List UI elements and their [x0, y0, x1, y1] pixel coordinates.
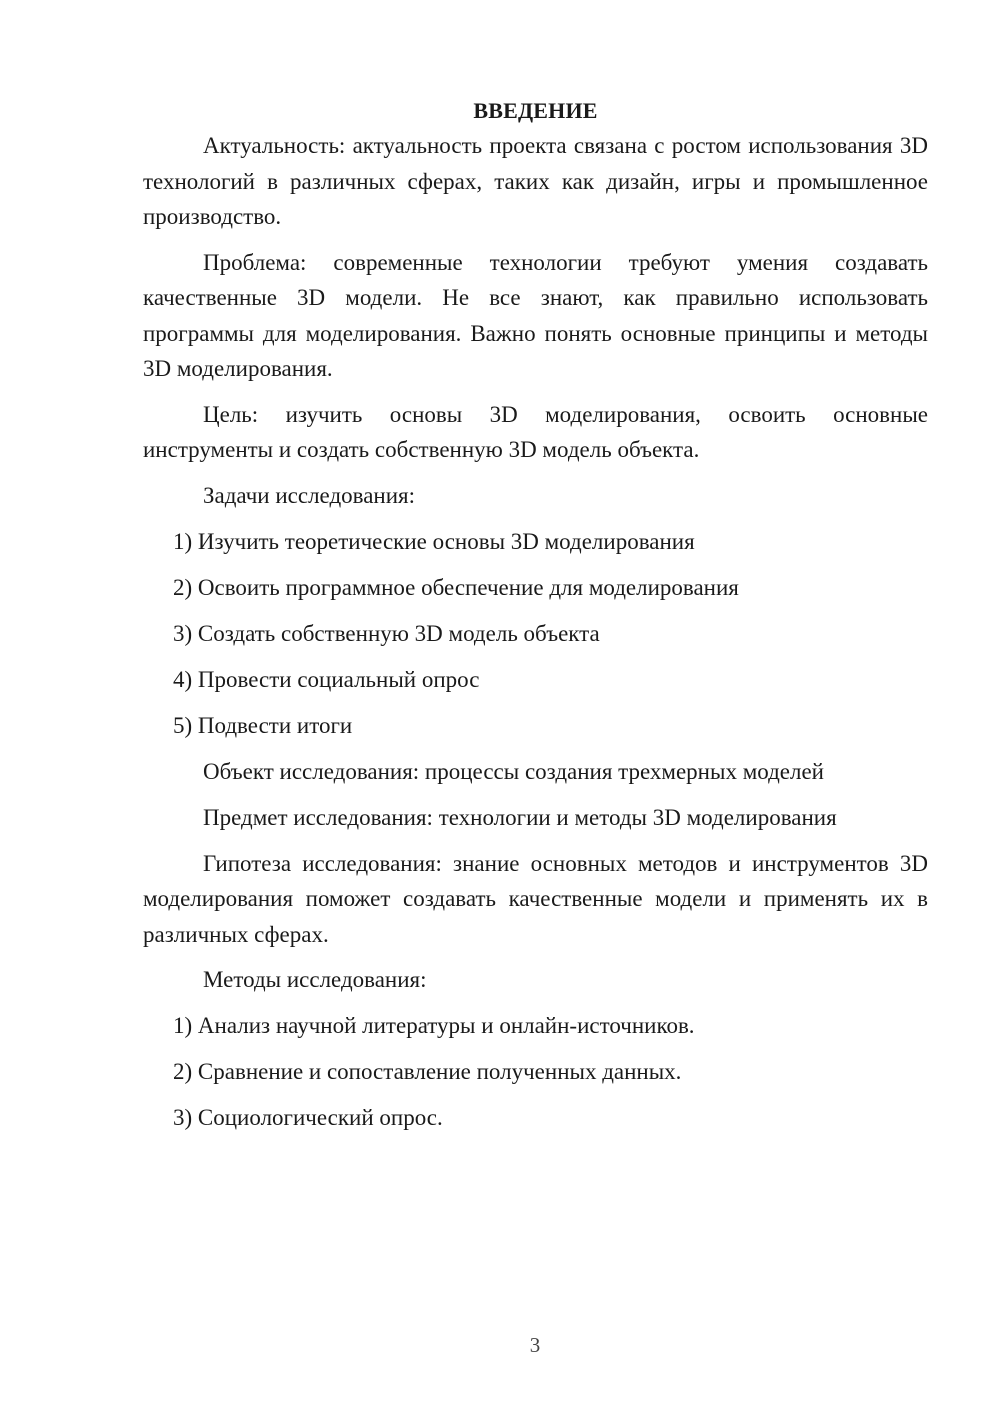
method-item: 3) Социологический опрос. [173, 1105, 443, 1130]
problem-paragraph: Проблема: современные технологии требуют умения создавать качественные 3D модели. Не все знают, как правильно использовать программы для моделирования. Важно понять основные принципы и методы 3D моделирования. [143, 249, 928, 381]
task-item: 5) Подвести итоги [173, 712, 353, 738]
relevance-paragraph: Актуальность: актуальность проекта связана с ростом использования 3D технологий в различных сферах, таких как дизайн, игры и промышленное производство. [143, 133, 928, 229]
subject-line: Предмет исследования: технологии и методы 3D моделирования [203, 804, 837, 830]
task-item: 2) Освоить программное обеспечение для моделирования [173, 574, 739, 600]
task-item: 1) Изучить теоретические основы 3D моделирования [173, 528, 695, 554]
task-item: 4) Провести социальный опрос [173, 666, 480, 692]
task-item: 3) Создать собственную 3D модель объекта [173, 620, 600, 646]
tasks-heading: Задачи исследования: [203, 482, 416, 508]
page-number: 3 [529, 1333, 541, 1357]
method-item: 2) Сравнение и сопоставление полученных данных. [173, 1059, 682, 1084]
goal-paragraph: Цель: изучить основы 3D моделирования, освоить основные инструменты и создать собственную 3D модель объекта. [143, 401, 928, 462]
document-page [143, 93, 928, 1146]
object-line: Объект исследования: процессы создания трехмерных моделей [203, 758, 824, 784]
method-item: 1) Анализ научной литературы и онлайн-источников. [173, 1013, 695, 1038]
methods-heading: Методы исследования: [203, 967, 427, 992]
hypothesis-paragraph: Гипотеза исследования: знание основных методов и инструментов 3D моделирования поможет создавать качественные модели и применять их в различных сферах. [143, 850, 928, 947]
section-title: ВВЕДЕНИЕ [473, 98, 598, 123]
